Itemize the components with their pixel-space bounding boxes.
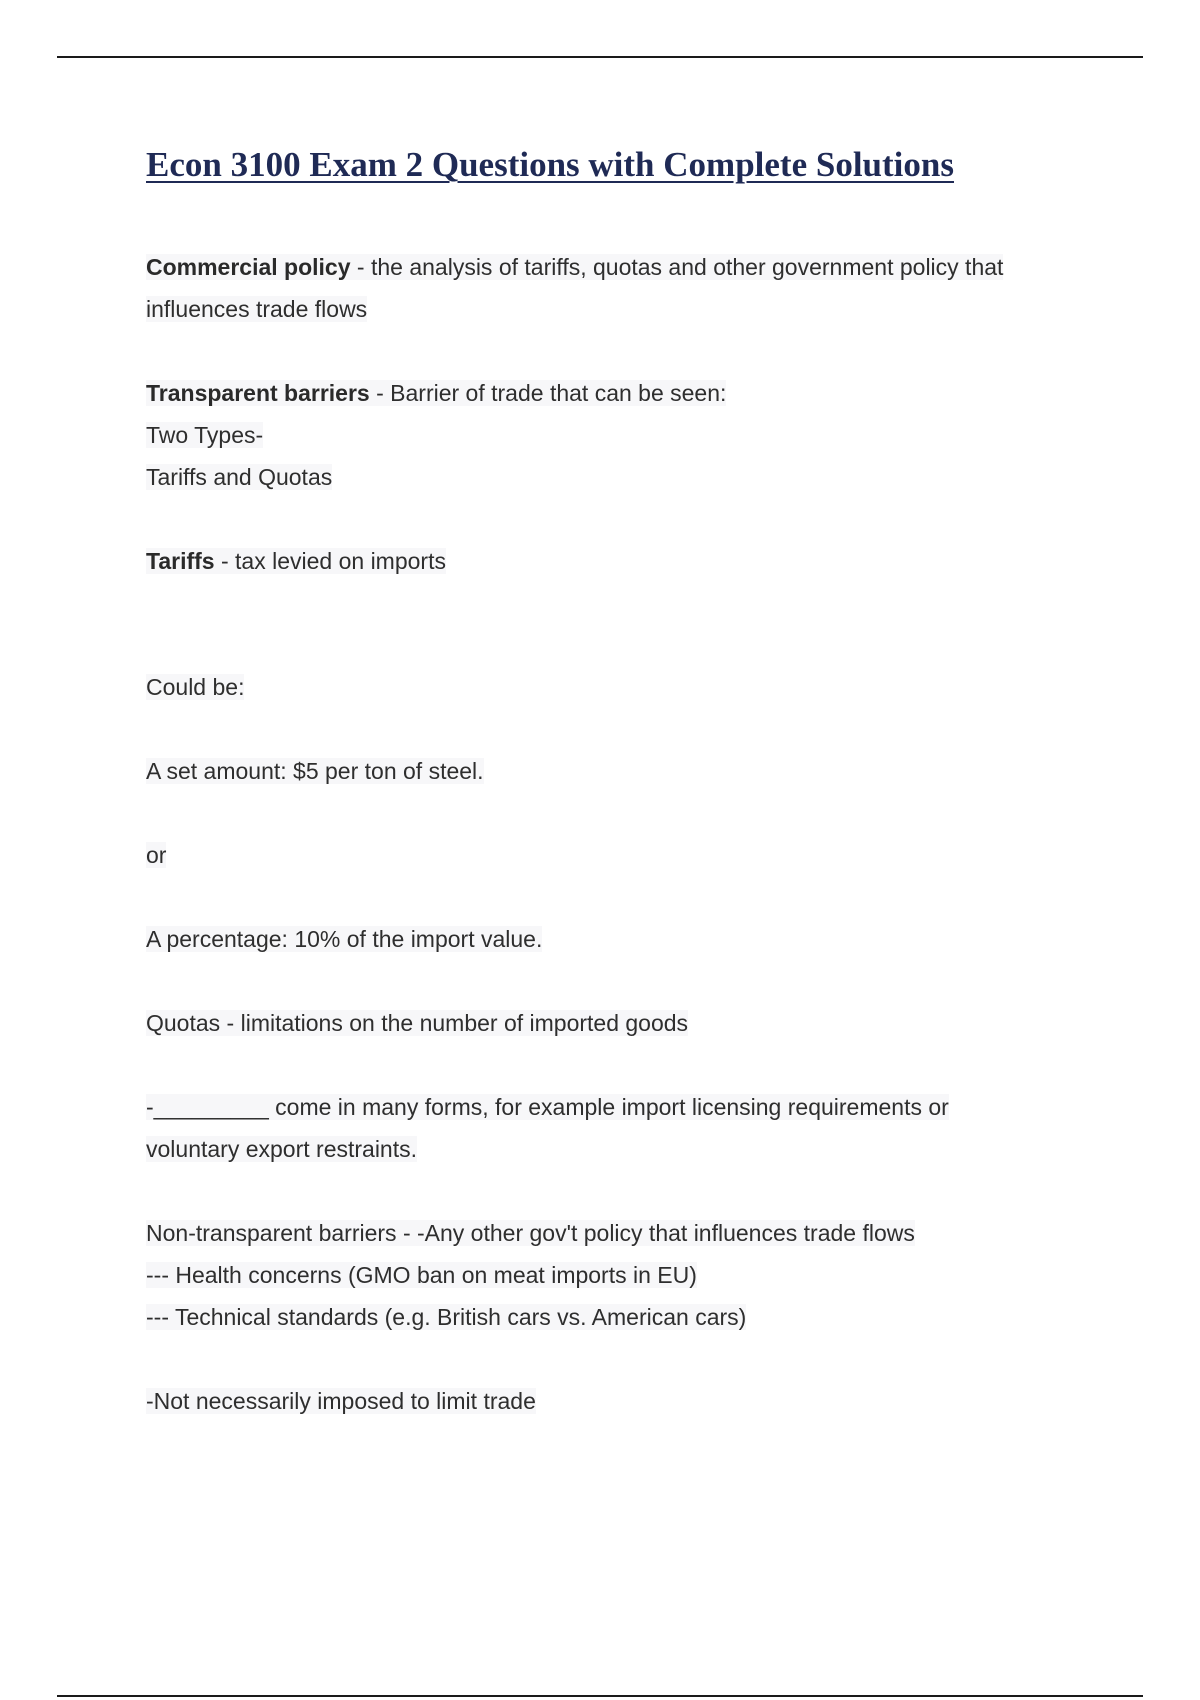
paragraph: Quotas - limitations on the number of imported goods — [146, 1010, 689, 1036]
bottom-divider — [57, 1695, 1143, 1697]
paragraph: -_________ come in many forms, for example import licensing requirements or — [146, 1094, 949, 1120]
top-divider — [57, 56, 1143, 58]
entry-transparent-barriers — [146, 372, 1066, 414]
definition-line: Two Types- — [146, 422, 264, 448]
paragraph: Non-transparent barriers - -Any other gov't policy that influences trade flows — [146, 1220, 915, 1246]
definition-line: Tariffs and Quotas — [146, 464, 333, 490]
entry-tariffs — [146, 540, 1066, 582]
definition: - tax levied on imports — [214, 548, 446, 574]
list-item: --- Health concerns (GMO ban on meat imports in EU) — [146, 1262, 697, 1288]
paragraph-continued: voluntary export restraints. — [146, 1136, 418, 1162]
definition: - the analysis of tariffs, quotas and other government policy that — [350, 254, 1004, 280]
document-title: Econ 3100 Exam 2 Questions with Complete Solutions — [146, 145, 954, 184]
entry-commercial-policy — [146, 246, 1066, 288]
term: Commercial policy — [146, 254, 351, 280]
paragraph: A percentage: 10% of the import value. — [146, 926, 543, 952]
term: Tariffs — [146, 548, 215, 574]
document-body — [146, 246, 1066, 1422]
term: Transparent barriers — [146, 380, 370, 406]
paragraph: or — [146, 842, 167, 868]
entry-non-transparent-barriers — [146, 1212, 1066, 1254]
paragraph: A set amount: $5 per ton of steel. — [146, 758, 484, 784]
paragraph: Could be: — [146, 674, 245, 700]
paragraph: -Not necessarily imposed to limit trade — [146, 1388, 536, 1414]
entry-quotas — [146, 1002, 1066, 1044]
definition-continued: influences trade flows — [146, 296, 368, 322]
list-item: --- Technical standards (e.g. British cars vs. American cars) — [146, 1304, 747, 1330]
definition: - Barrier of trade that can be seen: — [369, 380, 727, 406]
